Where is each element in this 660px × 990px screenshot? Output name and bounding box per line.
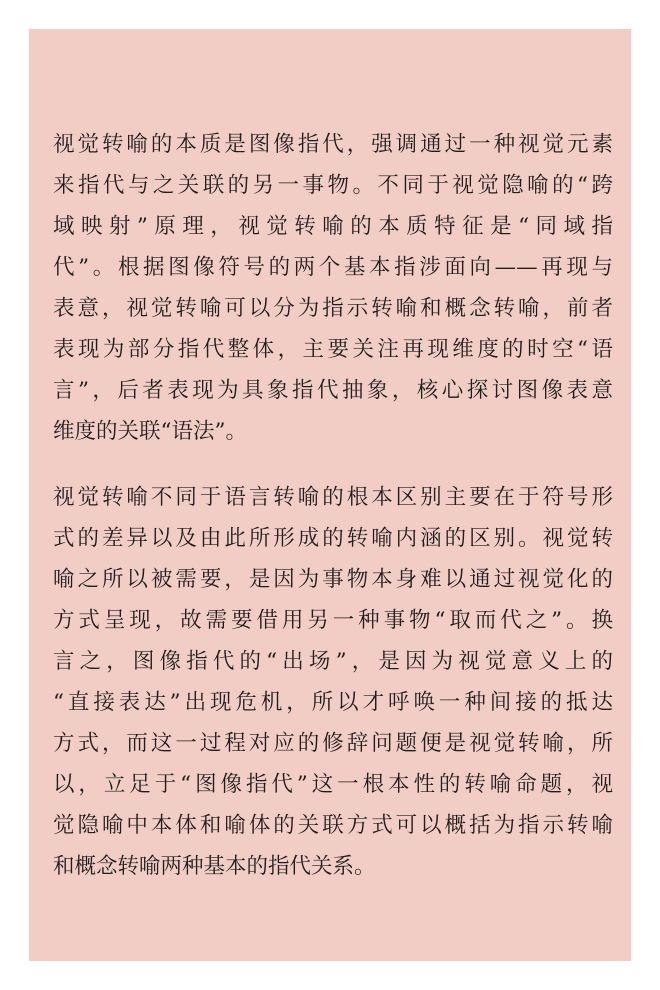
text-line: 视觉转喻不同于语言转喻的根本区别主要在于符号形 (53, 485, 613, 510)
text-line: 来指代与之关联的另一事物。不同于视觉隐喻的“跨 (53, 173, 613, 198)
text-line: 方式呈现，故需要借用另一种事物“取而代之”。换 (53, 608, 613, 633)
text-line: 维度的关联“语法”。 (53, 419, 247, 444)
text-line: 和概念转喻两种基本的指代关系。 (53, 854, 376, 879)
text-line: 式的差异以及由此所形成的转喻内涵的区别。视觉转 (53, 526, 613, 551)
text-line: 表现为部分指代整体，主要关注再现维度的时空“语 (53, 337, 613, 362)
text-line: 言”，后者表现为具象指代抽象，核心探讨图像表意 (53, 378, 613, 403)
text-line: 表意，视觉转喻可以分为指示转喻和概念转喻，前者 (53, 296, 613, 321)
text-line: 喻之所以被需要，是因为事物本身难以通过视觉化的 (53, 567, 613, 592)
text-line: 言之，图像指代的“出场”，是因为视觉意义上的 (53, 649, 613, 674)
text-line: “直接表达”出现危机，所以才呼唤一种间接的抵达 (53, 690, 613, 715)
text-line: 方式，而这一过程对应的修辞问题便是视觉转喻，所 (53, 731, 613, 756)
text-line: 以，立足于“图像指代”这一根本性的转喻命题，视 (53, 772, 613, 797)
text-line: 觉隐喻中本体和喻体的关联方式可以概括为指示转喻 (53, 813, 613, 838)
text-line: 域映射”原理，视觉转喻的本质特征是“同域指 (53, 214, 613, 239)
text-line: 视觉转喻的本质是图像指代，强调通过一种视觉元素 (53, 132, 613, 157)
text-line: 代”。根据图像符号的两个基本指涉面向——再现与 (53, 255, 613, 280)
